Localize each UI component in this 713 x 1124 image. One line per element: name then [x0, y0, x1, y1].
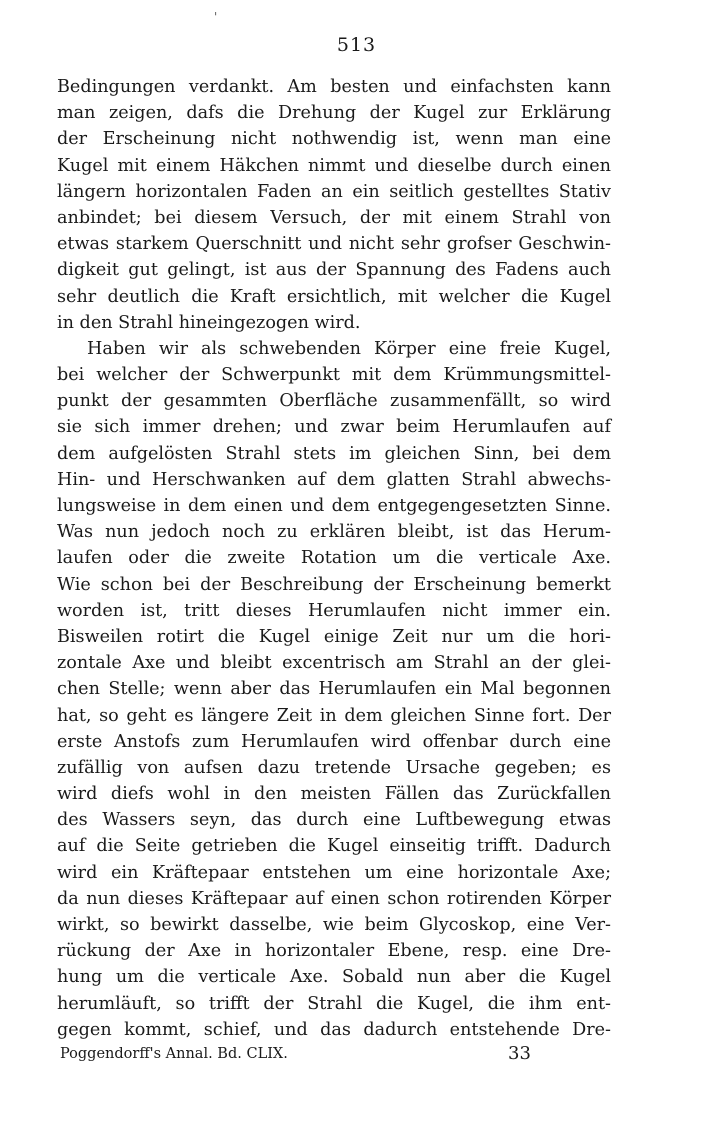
- text-line: dem aufgelösten Strahl stets im gleichen Sinn, bei dem: [57, 443, 611, 464]
- text-line: auf die Seite getrieben die Kugel einseitig trifft. Dadurch: [57, 836, 611, 857]
- text-line: etwas starkem Querschnitt und nicht sehr grofser Geschwin-: [57, 234, 611, 255]
- text-line: längern horizontalen Faden an ein seitlich gestelltes Stativ: [57, 181, 611, 202]
- text-line: chen Stelle; wenn aber das Herumlaufen ein Mal begonnen: [57, 679, 611, 700]
- body-text: [57, 74, 611, 1043]
- text-line: des Wassers seyn, das durch eine Luftbewegung etwas: [57, 810, 611, 831]
- text-line: punkt der gesammten Oberfläche zusammenfällt, so wird: [57, 391, 611, 412]
- text-line: der Erscheinung nicht nothwendig ist, wenn man eine: [57, 129, 611, 150]
- text-line: worden ist, tritt dieses Herumlaufen nicht immer ein.: [57, 600, 611, 621]
- page-number: 513: [336, 34, 377, 56]
- text-line: lungsweise in dem einen und dem entgegengesetzten Sinne.: [57, 496, 611, 516]
- text-line: wirkt, so bewirkt dasselbe, wie beim Glycoskop, eine Ver-: [57, 915, 611, 935]
- text-line: wird diefs wohl in den meisten Fällen das Zurückfallen: [57, 784, 611, 805]
- stray-mark: ': [214, 10, 218, 24]
- text-line: Wie schon bei der Beschreibung der Erscheinung bemerkt: [57, 574, 611, 595]
- text-line: zontale Axe und bleibt excentrisch am Strahl an der glei-: [57, 653, 611, 674]
- footer-signature: 33: [508, 1043, 531, 1064]
- text-line: rückung der Axe in horizontaler Ebene, resp. eine Dre-: [57, 941, 611, 962]
- text-line: erste Anstofs zum Herumlaufen wird offenbar durch eine: [57, 731, 611, 752]
- text-line: hung um die verticale Axe. Sobald nun aber die Kugel: [57, 967, 611, 988]
- paragraph-end-line: in den Strahl hineingezogen wird.: [57, 312, 361, 333]
- text-line: Was nun jedoch noch zu erklären bleibt, ist das Herum-: [57, 522, 611, 543]
- text-line: Bedingungen verdankt. Am besten und einfachsten kann: [57, 77, 611, 97]
- paragraph-start-line: Haben wir als schwebenden Körper eine freie Kugel,: [87, 338, 611, 359]
- text-line: sehr deutlich die Kraft ersichtlich, mit welcher die Kugel: [57, 286, 611, 307]
- text-line: Bisweilen rotirt die Kugel einige Zeit nur um die hori-: [57, 626, 611, 647]
- text-line: anbindet; bei diesem Versuch, der mit einem Strahl von: [57, 207, 611, 228]
- text-line: laufen oder die zweite Rotation um die verticale Axe.: [57, 548, 611, 569]
- text-line: wird ein Kräftepaar entstehen um eine horizontale Axe;: [57, 862, 611, 883]
- text-line: zufällig von aufsen dazu tretende Ursache gegeben; es: [57, 757, 611, 778]
- text-line: digkeit gut gelingt, ist aus der Spannung des Fadens auch: [57, 260, 611, 281]
- footer-journal: Poggendorff's Annal. Bd. CLIX.: [60, 1046, 288, 1062]
- text-line: bei welcher der Schwerpunkt mit dem Krümmungsmittel-: [57, 365, 611, 386]
- text-line: sie sich immer drehen; und zwar beim Herumlaufen auf: [57, 417, 611, 438]
- text-line: hat, so geht es längere Zeit in dem gleichen Sinne fort. Der: [57, 705, 611, 726]
- text-line: Kugel mit einem Häkchen nimmt und dieselbe durch einen: [57, 155, 611, 176]
- text-line: gegen kommt, schief, und das dadurch entstehende Dre-: [57, 1019, 611, 1040]
- text-line: man zeigen, dafs die Drehung der Kugel zur Erklärung: [57, 103, 611, 124]
- text-line: herumläuft, so trifft der Strahl die Kugel, die ihm ent-: [57, 993, 611, 1014]
- text-line: Hin- und Herschwanken auf dem glatten Strahl abwechs-: [57, 469, 611, 490]
- text-line: da nun dieses Kräftepaar auf einen schon rotirenden Körper: [57, 888, 611, 909]
